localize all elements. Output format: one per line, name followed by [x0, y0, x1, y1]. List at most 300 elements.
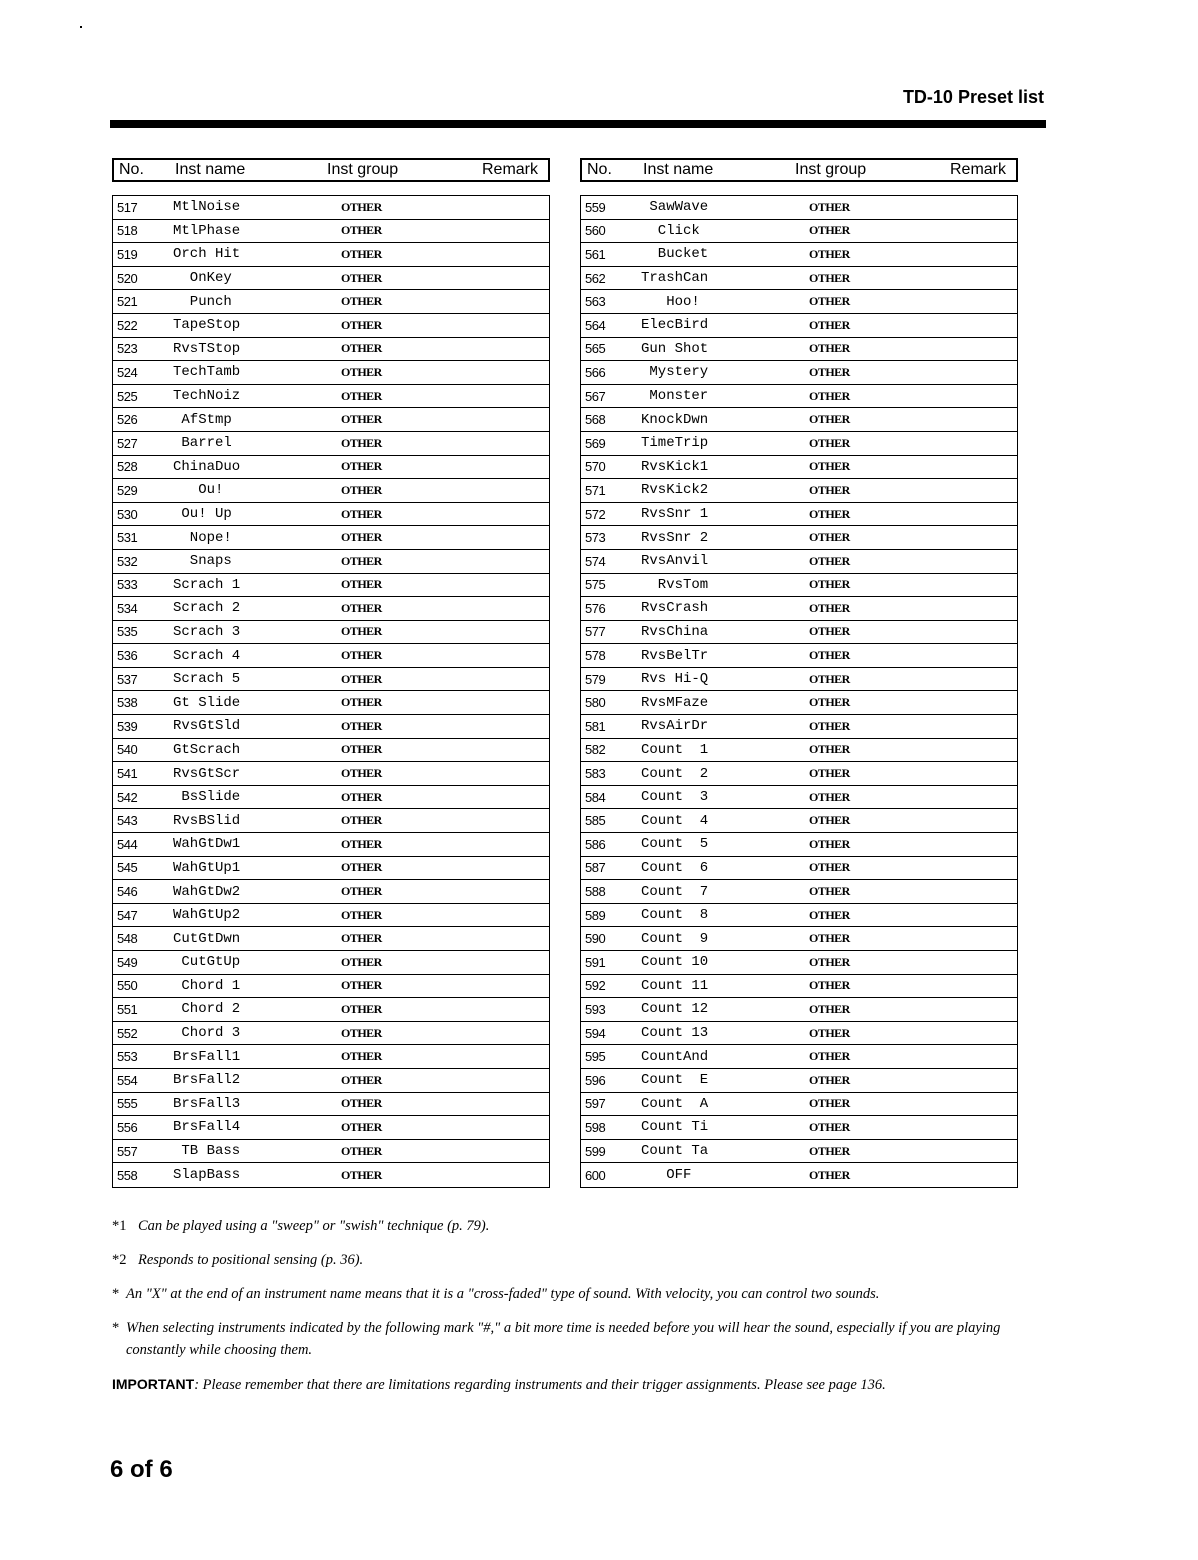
preset-table-right — [580, 158, 1018, 1188]
cell-inst-name: ChinaDuo — [173, 458, 241, 475]
cell-inst-name: Count 7 — [641, 883, 709, 900]
footnote-2 — [112, 1249, 1052, 1271]
cell-no: 599 — [585, 1143, 606, 1159]
table-row — [581, 904, 1017, 928]
table-row — [113, 904, 549, 928]
cell-inst-group: OTHER — [809, 1025, 850, 1040]
cell-no: 532 — [117, 553, 138, 569]
table-row — [113, 1045, 549, 1069]
table-row — [113, 644, 549, 668]
footnote-text: When selecting instruments indicated by the following mark "#," a bit more time is needed before you will hear the sound, especially if you are playing constantly while choosing them. — [126, 1320, 1001, 1358]
cell-inst-group: OTHER — [341, 246, 382, 261]
cell-inst-name: Snaps — [173, 553, 232, 570]
table-row — [581, 597, 1017, 621]
cell-inst-group: OTHER — [809, 884, 850, 899]
cell-no: 593 — [585, 1001, 606, 1017]
col-header-remark: Remark — [481, 161, 538, 178]
cell-no: 551 — [117, 1001, 138, 1017]
cell-inst-name: BsSlide — [173, 789, 241, 806]
cell-inst-group: OTHER — [341, 341, 382, 356]
cell-no: 549 — [117, 954, 138, 970]
table-row — [113, 314, 549, 338]
cell-inst-name: Punch — [173, 293, 232, 310]
page-number: 6 of 6 — [110, 1456, 173, 1483]
cell-inst-name: TechTamb — [173, 364, 241, 381]
cell-no: 521 — [117, 294, 138, 310]
table-row — [581, 408, 1017, 432]
cell-inst-name: Barrel — [173, 435, 232, 452]
cell-inst-name: CutGtDwn — [173, 930, 241, 947]
cell-no: 568 — [585, 412, 606, 428]
table-row — [581, 432, 1017, 456]
cell-inst-group: OTHER — [341, 954, 382, 969]
cell-no: 557 — [117, 1143, 138, 1159]
cell-no: 576 — [585, 600, 606, 616]
cell-inst-group: OTHER — [341, 317, 382, 332]
cell-no: 578 — [585, 648, 606, 664]
cell-inst-group: OTHER — [341, 624, 382, 639]
cell-inst-name: WahGtDw2 — [173, 883, 241, 900]
col-header-remark: Remark — [949, 161, 1006, 178]
cell-no: 556 — [117, 1119, 138, 1135]
table-row — [581, 1163, 1017, 1187]
cell-inst-name: Count A — [641, 1095, 709, 1112]
table-row — [113, 408, 549, 432]
cell-no: 548 — [117, 931, 138, 947]
cell-inst-name: Count 6 — [641, 859, 709, 876]
cell-inst-group: OTHER — [809, 600, 850, 615]
table-row — [113, 927, 549, 951]
cell-no: 538 — [117, 695, 138, 711]
cell-no: 525 — [117, 388, 138, 404]
cell-inst-group: OTHER — [341, 553, 382, 568]
cell-inst-name: Gun Shot — [641, 340, 709, 357]
cell-no: 564 — [585, 317, 606, 333]
cell-inst-name: CutGtUp — [173, 954, 241, 971]
table-body — [580, 195, 1018, 1188]
cell-no: 559 — [585, 199, 606, 215]
table-row — [581, 668, 1017, 692]
cell-inst-group: OTHER — [341, 813, 382, 828]
cell-inst-name: TechNoiz — [173, 388, 241, 405]
table-row — [113, 526, 549, 550]
cell-inst-group: OTHER — [809, 1001, 850, 1016]
table-row — [581, 1045, 1017, 1069]
cell-inst-group: OTHER — [341, 412, 382, 427]
cell-inst-group: OTHER — [809, 1049, 850, 1064]
cell-no: 539 — [117, 718, 138, 734]
table-row — [113, 951, 549, 975]
table-row — [581, 361, 1017, 385]
cell-inst-name: Count Ti — [641, 1119, 709, 1136]
cell-inst-name: Orch Hit — [173, 246, 241, 263]
cell-no: 534 — [117, 600, 138, 616]
cell-inst-name: SlapBass — [173, 1167, 241, 1184]
table-row — [581, 196, 1017, 220]
cell-inst-group: OTHER — [809, 978, 850, 993]
footnote-mark: *2 — [112, 1252, 127, 1268]
cell-no: 594 — [585, 1025, 606, 1041]
table-row — [113, 668, 549, 692]
cell-inst-group: OTHER — [341, 482, 382, 497]
cell-inst-group: OTHER — [341, 718, 382, 733]
table-row — [581, 833, 1017, 857]
cell-inst-group: OTHER — [341, 1167, 382, 1182]
cell-no: 570 — [585, 459, 606, 475]
table-row — [113, 1116, 549, 1140]
table-row — [113, 267, 549, 291]
cell-no: 590 — [585, 931, 606, 947]
table-row — [113, 1140, 549, 1164]
table-row — [581, 857, 1017, 881]
col-header-group: Inst group — [327, 161, 399, 178]
table-row — [113, 503, 549, 527]
cell-inst-group: OTHER — [809, 577, 850, 592]
cell-inst-group: OTHER — [809, 459, 850, 474]
cell-no: 579 — [585, 671, 606, 687]
table-row — [581, 691, 1017, 715]
footnote-1 — [112, 1215, 1052, 1237]
cell-inst-name: RvsSnr 1 — [641, 506, 709, 523]
table-row — [113, 1093, 549, 1117]
cell-inst-name: WahGtUp2 — [173, 907, 241, 924]
cell-inst-group: OTHER — [341, 907, 382, 922]
cell-no: 528 — [117, 459, 138, 475]
cell-inst-group: OTHER — [341, 1001, 382, 1016]
cell-inst-name: Ou! Up — [173, 506, 232, 523]
table-row — [581, 880, 1017, 904]
table-row — [113, 243, 549, 267]
cell-inst-group: OTHER — [809, 671, 850, 686]
cell-inst-name: BrsFall3 — [173, 1095, 241, 1112]
cell-inst-group: OTHER — [809, 1143, 850, 1158]
table-row — [113, 361, 549, 385]
table-row — [581, 338, 1017, 362]
cell-inst-name: Ou! — [173, 482, 224, 499]
table-row — [113, 809, 549, 833]
cell-no: 531 — [117, 530, 138, 546]
cell-no: 533 — [117, 577, 138, 593]
table-row — [581, 715, 1017, 739]
cell-inst-name: RvsGtScr — [173, 765, 241, 782]
cell-inst-group: OTHER — [341, 695, 382, 710]
cell-no: 558 — [117, 1167, 138, 1183]
cell-inst-name: Count 9 — [641, 930, 709, 947]
table-row — [113, 220, 549, 244]
table-row — [113, 432, 549, 456]
cell-inst-name: Count 8 — [641, 907, 709, 924]
cell-inst-group: OTHER — [809, 364, 850, 379]
cell-inst-group: OTHER — [341, 671, 382, 686]
cell-no: 562 — [585, 270, 606, 286]
cell-inst-group: OTHER — [809, 789, 850, 804]
cell-inst-group: OTHER — [809, 860, 850, 875]
cell-inst-group: OTHER — [809, 742, 850, 757]
cell-inst-group: OTHER — [809, 223, 850, 238]
cell-inst-group: OTHER — [341, 1119, 382, 1134]
cell-inst-name: Click — [641, 222, 700, 239]
table-header — [580, 158, 1018, 182]
cell-inst-group: OTHER — [809, 388, 850, 403]
cell-inst-group: OTHER — [809, 435, 850, 450]
cell-inst-group: OTHER — [341, 388, 382, 403]
table-row — [581, 1069, 1017, 1093]
preset-table-left — [112, 158, 550, 1188]
cell-inst-group: OTHER — [809, 813, 850, 828]
table-row — [581, 1093, 1017, 1117]
cell-inst-group: OTHER — [341, 884, 382, 899]
cell-no: 580 — [585, 695, 606, 711]
col-header-no: No. — [119, 161, 144, 178]
cell-inst-name: MtlPhase — [173, 222, 241, 239]
cell-inst-name: Nope! — [173, 529, 232, 546]
col-header-name: Inst name — [175, 161, 246, 178]
cell-inst-name: Gt Slide — [173, 694, 241, 711]
cell-inst-group: OTHER — [341, 1049, 382, 1064]
cell-no: 583 — [585, 766, 606, 782]
table-row — [113, 715, 549, 739]
cell-inst-group: OTHER — [809, 506, 850, 521]
table-row — [581, 809, 1017, 833]
cell-inst-group: OTHER — [809, 1167, 850, 1182]
cell-inst-name: RvsChina — [641, 623, 709, 640]
cell-inst-name: RvsAnvil — [641, 553, 709, 570]
cell-no: 522 — [117, 317, 138, 333]
cell-inst-name: Monster — [641, 388, 709, 405]
cell-inst-name: Count 11 — [641, 977, 709, 994]
cell-no: 592 — [585, 978, 606, 994]
table-row — [581, 951, 1017, 975]
cell-inst-name: BrsFall4 — [173, 1119, 241, 1136]
cell-no: 520 — [117, 270, 138, 286]
cell-no: 536 — [117, 648, 138, 664]
table-row — [581, 621, 1017, 645]
footnote-3 — [112, 1283, 1052, 1305]
cell-no: 591 — [585, 954, 606, 970]
cell-inst-group: OTHER — [341, 978, 382, 993]
table-row — [113, 621, 549, 645]
cell-no: 560 — [585, 223, 606, 239]
cell-inst-name: RvsMFaze — [641, 694, 709, 711]
cell-inst-name: GtScrach — [173, 741, 241, 758]
cell-inst-group: OTHER — [809, 836, 850, 851]
cell-no: 598 — [585, 1119, 606, 1135]
table-row — [581, 267, 1017, 291]
cell-no: 561 — [585, 246, 606, 262]
cell-inst-group: OTHER — [809, 553, 850, 568]
table-row — [113, 998, 549, 1022]
table-row — [113, 691, 549, 715]
footnote-mark: * — [112, 1320, 120, 1336]
page-header-title: TD-10 Preset list — [902, 87, 1044, 107]
table-row — [113, 833, 549, 857]
cell-inst-name: Count 4 — [641, 812, 709, 829]
cell-inst-name: Scrach 5 — [173, 671, 241, 688]
cell-no: 572 — [585, 506, 606, 522]
cell-inst-name: Scrach 3 — [173, 623, 241, 640]
cell-inst-group: OTHER — [809, 199, 850, 214]
cell-inst-name: TB Bass — [173, 1143, 241, 1160]
cell-inst-name: Scrach 2 — [173, 600, 241, 617]
cell-inst-name: BrsFall1 — [173, 1048, 241, 1065]
table-row — [113, 762, 549, 786]
col-header-no: No. — [587, 161, 612, 178]
cell-inst-name: Count 2 — [641, 765, 709, 782]
cell-inst-group: OTHER — [809, 931, 850, 946]
table-body — [112, 195, 550, 1188]
cell-inst-name: OFF — [641, 1167, 692, 1184]
cell-inst-group: OTHER — [341, 766, 382, 781]
cell-no: 545 — [117, 860, 138, 876]
table-row — [113, 196, 549, 220]
cell-inst-name: Chord 3 — [173, 1025, 241, 1042]
cell-no: 585 — [585, 813, 606, 829]
cell-inst-name: RvsKick2 — [641, 482, 709, 499]
important-text: : Please remember that there are limitations regarding instruments and their trigger assignments. Please see page 136. — [194, 1377, 886, 1393]
cell-inst-group: OTHER — [809, 412, 850, 427]
col-header-group: Inst group — [795, 161, 867, 178]
cell-inst-name: RvsBSlid — [173, 812, 241, 829]
table-row — [113, 786, 549, 810]
cell-inst-name: Rvs Hi-Q — [641, 671, 709, 688]
cell-no: 543 — [117, 813, 138, 829]
cell-inst-name: TimeTrip — [641, 435, 709, 452]
cell-inst-group: OTHER — [809, 1072, 850, 1087]
important-note — [112, 1373, 1052, 1396]
cell-no: 542 — [117, 789, 138, 805]
table-row — [581, 385, 1017, 409]
cell-inst-name: TrashCan — [641, 270, 709, 287]
cell-inst-name: ElecBird — [641, 317, 709, 334]
cell-no: 582 — [585, 742, 606, 758]
cell-no: 600 — [585, 1167, 606, 1183]
cell-inst-group: OTHER — [341, 648, 382, 663]
cell-inst-name: Count 3 — [641, 789, 709, 806]
cell-inst-group: OTHER — [809, 294, 850, 309]
cell-no: 567 — [585, 388, 606, 404]
cell-inst-group: OTHER — [809, 766, 850, 781]
cell-inst-name: WahGtUp1 — [173, 859, 241, 876]
cell-inst-name: RvsAirDr — [641, 718, 709, 735]
cell-inst-name: Count 1 — [641, 741, 709, 758]
cell-no: 540 — [117, 742, 138, 758]
table-row — [113, 1022, 549, 1046]
footnote-4 — [112, 1317, 1052, 1361]
cell-inst-name: Hoo! — [641, 293, 700, 310]
cell-no: 566 — [585, 364, 606, 380]
cell-inst-name: RvsTom — [641, 576, 709, 593]
cell-inst-group: OTHER — [809, 1119, 850, 1134]
header-rule — [110, 120, 1046, 128]
table-row — [581, 220, 1017, 244]
cell-inst-group: OTHER — [341, 600, 382, 615]
table-row — [581, 290, 1017, 314]
table-row — [113, 550, 549, 574]
important-label: IMPORTANT — [112, 1376, 195, 1392]
table-row — [113, 290, 549, 314]
cell-inst-group: OTHER — [809, 718, 850, 733]
cell-inst-name: Bucket — [641, 246, 709, 263]
table-row — [581, 503, 1017, 527]
cell-inst-group: OTHER — [341, 860, 382, 875]
cell-inst-group: OTHER — [341, 577, 382, 592]
cell-inst-group: OTHER — [341, 199, 382, 214]
cell-no: 535 — [117, 624, 138, 640]
cell-no: 555 — [117, 1096, 138, 1112]
cell-inst-name: AfStmp — [173, 411, 232, 428]
cell-no: 595 — [585, 1049, 606, 1065]
cell-no: 518 — [117, 223, 138, 239]
cell-no: 571 — [585, 482, 606, 498]
cell-inst-group: OTHER — [809, 341, 850, 356]
footnote-text: Can be played using a "sweep" or "swish" technique (p. 79). — [138, 1218, 490, 1234]
cell-inst-name: Count 10 — [641, 954, 709, 971]
cell-inst-group: OTHER — [341, 1143, 382, 1158]
cell-no: 584 — [585, 789, 606, 805]
cell-inst-group: OTHER — [341, 789, 382, 804]
table-row — [113, 1069, 549, 1093]
cell-no: 573 — [585, 530, 606, 546]
cell-no: 537 — [117, 671, 138, 687]
cell-inst-group: OTHER — [809, 317, 850, 332]
cell-inst-group: OTHER — [341, 294, 382, 309]
table-row — [581, 550, 1017, 574]
cell-no: 586 — [585, 836, 606, 852]
cell-no: 546 — [117, 884, 138, 900]
cell-inst-group: OTHER — [341, 364, 382, 379]
table-row — [113, 479, 549, 503]
cell-inst-group: OTHER — [341, 836, 382, 851]
cell-inst-group: OTHER — [809, 954, 850, 969]
table-row — [113, 880, 549, 904]
cell-no: 553 — [117, 1049, 138, 1065]
cell-no: 565 — [585, 341, 606, 357]
cell-no: 523 — [117, 341, 138, 357]
cell-inst-name: RvsBelTr — [641, 647, 709, 664]
cell-inst-group: OTHER — [341, 459, 382, 474]
cell-inst-name: KnockDwn — [641, 411, 709, 428]
table-row — [581, 644, 1017, 668]
cell-inst-group: OTHER — [809, 695, 850, 710]
cell-inst-group: OTHER — [809, 1096, 850, 1111]
table-row — [581, 762, 1017, 786]
cell-no: 597 — [585, 1096, 606, 1112]
cell-no: 577 — [585, 624, 606, 640]
cell-inst-group: OTHER — [809, 482, 850, 497]
table-row — [113, 975, 549, 999]
table-header — [112, 158, 550, 182]
cell-inst-group: OTHER — [809, 530, 850, 545]
table-row — [581, 998, 1017, 1022]
cell-inst-name: Count Ta — [641, 1143, 709, 1160]
cell-inst-name: Mystery — [641, 364, 709, 381]
cell-no: 552 — [117, 1025, 138, 1041]
cell-inst-name: Chord 1 — [173, 977, 241, 994]
cell-no: 563 — [585, 294, 606, 310]
cell-inst-group: OTHER — [341, 530, 382, 545]
table-row — [581, 927, 1017, 951]
cell-inst-group: OTHER — [341, 270, 382, 285]
cell-no: 526 — [117, 412, 138, 428]
cell-no: 554 — [117, 1072, 138, 1088]
table-row — [581, 975, 1017, 999]
table-row — [113, 385, 549, 409]
cell-inst-group: OTHER — [341, 1096, 382, 1111]
table-row — [113, 456, 549, 480]
cell-inst-name: SawWave — [641, 199, 709, 216]
table-row — [581, 243, 1017, 267]
cell-no: 575 — [585, 577, 606, 593]
